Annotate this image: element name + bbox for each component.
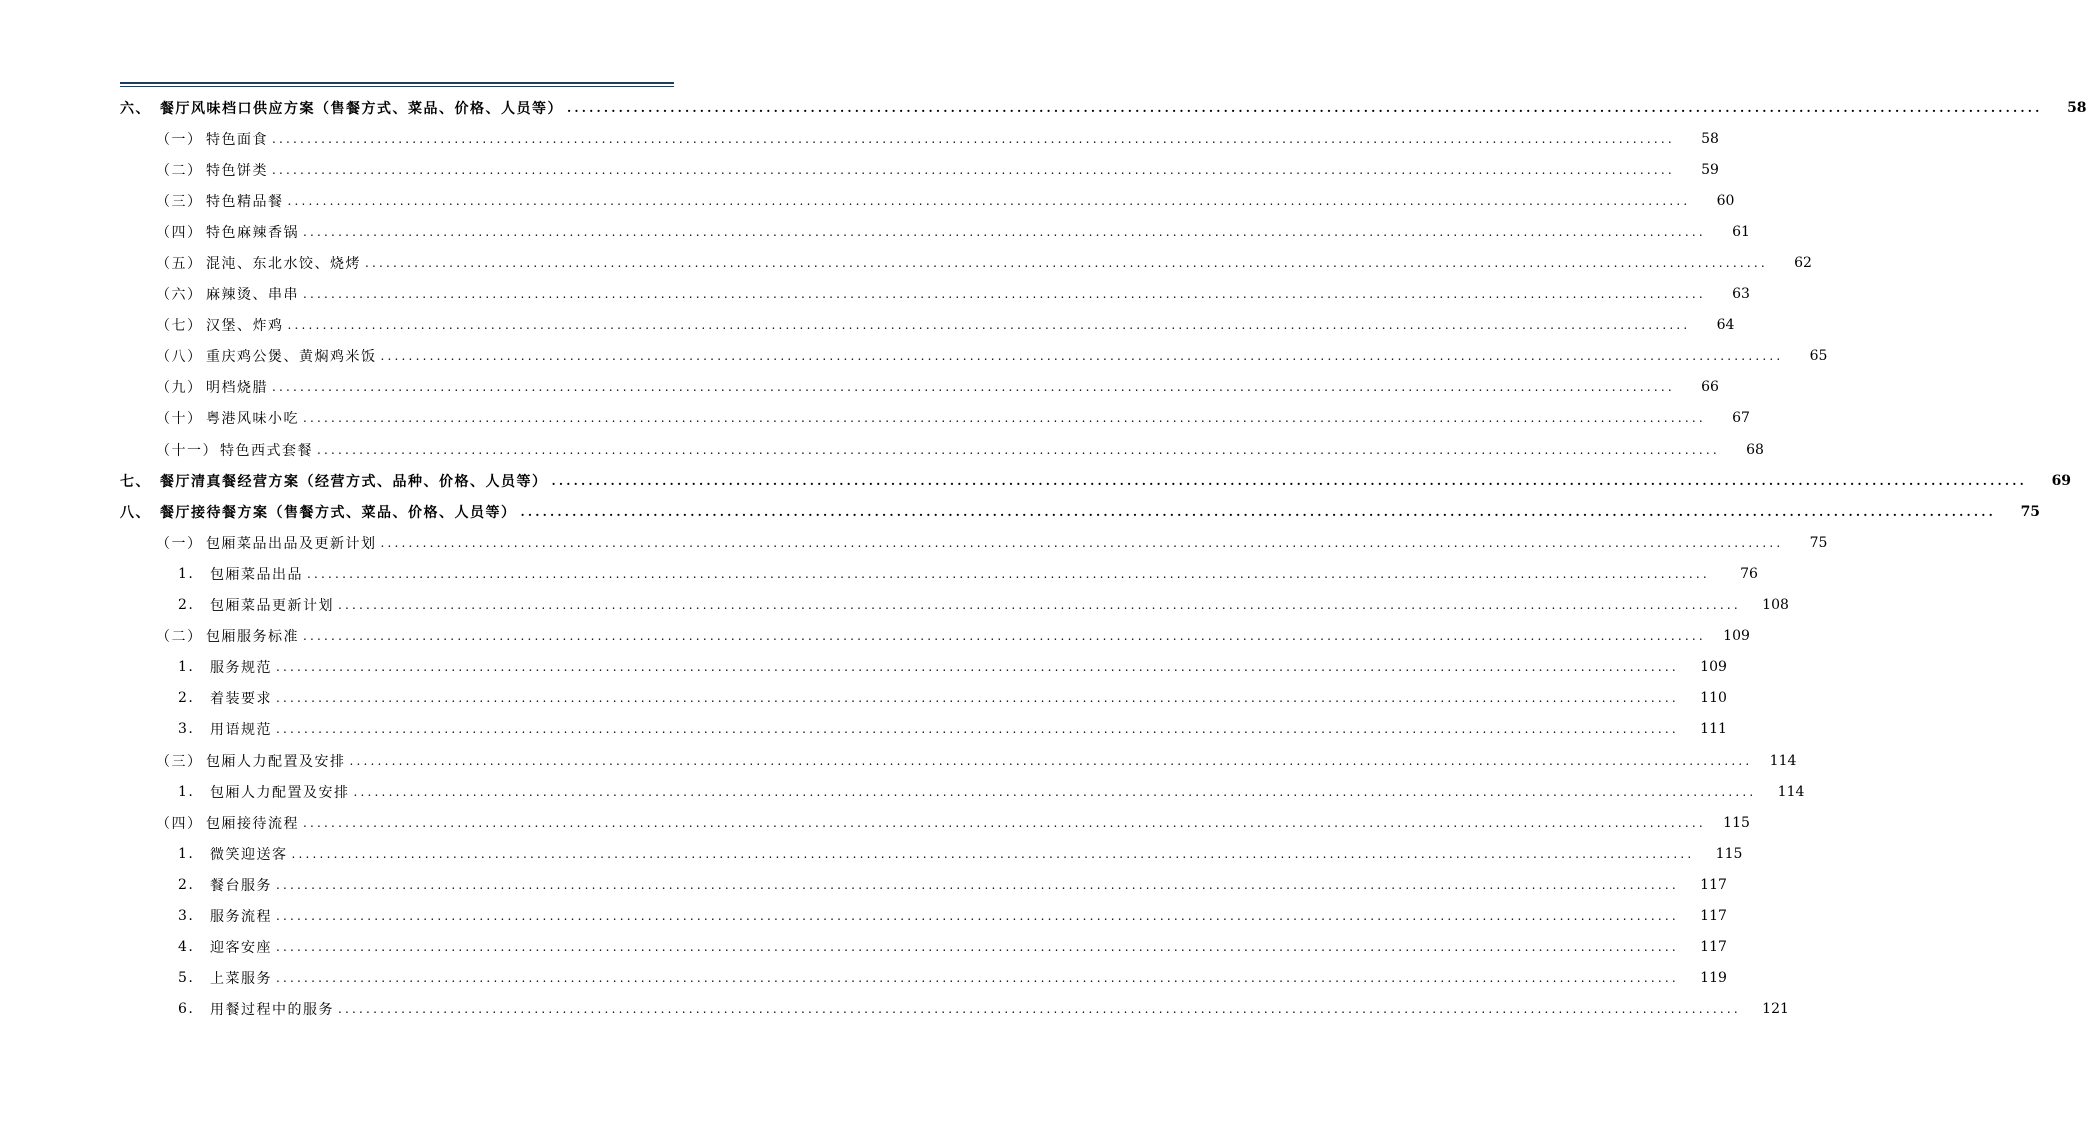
toc-entry-title: 上菜服务 <box>210 971 272 988</box>
toc-entry-page-number: 117 <box>1700 876 1727 893</box>
toc-entry-page-number: 58 <box>1701 130 1719 147</box>
toc-entry-number: 4. <box>178 939 195 956</box>
toc-entry[interactable] <box>0 683 1727 714</box>
toc-entry-number: （三） <box>156 193 203 210</box>
dot-leader: ........................................................................................................................................................................................................ <box>349 753 1753 768</box>
toc-entry-title: 包厢接待流程 <box>206 815 299 832</box>
toc-entry-number: 6. <box>178 1001 195 1018</box>
toc-entry-number: （一） <box>156 131 203 148</box>
toc-entry[interactable] <box>0 838 1743 869</box>
toc-entry-page-number: 117 <box>1700 907 1727 924</box>
dot-leader: ........................................................................................................................................................................................................ <box>291 846 1695 861</box>
toc-entry-title: 餐台服务 <box>210 877 272 894</box>
dot-leader: ........................................................................................................................................................................................................ <box>303 287 1706 302</box>
toc-entry-number: （二） <box>156 629 203 646</box>
toc-entry-number: 八、 <box>120 504 151 521</box>
toc-entry[interactable] <box>0 963 1727 994</box>
toc-entry-title: 餐厅风味档口供应方案（售餐方式、菜品、价格、人员等） <box>160 100 563 117</box>
toc-entry-title: 用餐过程中的服务 <box>210 1002 334 1019</box>
toc-entry-title: 特色饼类 <box>206 162 268 179</box>
toc-entry-title: 用语规范 <box>210 722 272 739</box>
toc-entry-number: （一） <box>156 535 203 552</box>
toc-entry-title: 麻辣烫、串串 <box>206 287 299 304</box>
toc-entry-page-number: 65 <box>1809 348 1828 365</box>
toc-entry-page-number: 109 <box>1723 628 1750 645</box>
dot-leader: ........................................................................................................................................................................................................ <box>520 504 1997 519</box>
toc-entry-title: 餐厅接待餐方案（售餐方式、菜品、价格、人员等） <box>160 504 517 521</box>
toc-entry[interactable] <box>0 279 1750 310</box>
dot-leader: ........................................................................................................................................................................................................ <box>380 349 1784 364</box>
dot-leader: ........................................................................................................................................................................................................ <box>276 691 1679 706</box>
toc-entry-number: （五） <box>156 256 203 273</box>
toc-entry[interactable] <box>0 403 1750 434</box>
dot-leader: ........................................................................................................................................................................................................ <box>276 971 1679 986</box>
toc-entry-title: 服务流程 <box>210 908 272 925</box>
toc-entry-page-number: 69 <box>2051 472 2072 489</box>
toc-entry-number: （十） <box>156 411 203 428</box>
toc-entry[interactable] <box>0 932 1727 963</box>
toc-entry-number: 3. <box>178 721 195 738</box>
toc-entry-number: （八） <box>156 349 203 366</box>
toc-entry-page-number: 114 <box>1777 783 1805 800</box>
toc-entry-page-number: 76 <box>1740 565 1758 582</box>
dot-leader: ........................................................................................................................................................................................................ <box>338 1002 1741 1017</box>
toc-entry-number: 2. <box>178 690 195 707</box>
dot-leader: ........................................................................................................................................................................................................ <box>287 318 1691 333</box>
toc-entry-page-number: 115 <box>1723 814 1750 831</box>
header-rule-thick <box>120 82 674 84</box>
toc-entry[interactable] <box>0 869 1727 900</box>
toc-entry-page-number: 59 <box>1701 161 1719 178</box>
toc-entry-title: 着装要求 <box>210 691 272 708</box>
toc-entry-page-number: 119 <box>1700 970 1727 987</box>
toc-entry-title: 明档烧腊 <box>206 380 268 397</box>
toc-entry-number: 七、 <box>120 473 151 490</box>
toc-entry[interactable] <box>0 558 1758 589</box>
dot-leader: ........................................................................................................................................................................................................ <box>287 193 1691 208</box>
toc-entry-title: 特色西式套餐 <box>220 442 313 459</box>
toc-entry-title: 包厢人力配置及安排 <box>206 753 346 770</box>
toc-entry-number: 5. <box>178 970 195 987</box>
toc-entry[interactable] <box>0 434 1764 465</box>
toc-entry-page-number: 68 <box>1746 441 1764 458</box>
toc-entry-number: （二） <box>156 162 203 179</box>
dot-leader: ........................................................................................................................................................................................................ <box>317 442 1720 457</box>
toc-entry-page-number: 60 <box>1716 192 1735 209</box>
toc-entry-number: 3. <box>178 907 195 924</box>
toc-entry[interactable] <box>0 900 1727 931</box>
toc-entry[interactable] <box>0 216 1750 247</box>
dot-leader: ........................................................................................................................................................................................................ <box>276 940 1679 955</box>
toc-entry-page-number: 121 <box>1762 1001 1789 1018</box>
dot-leader: ........................................................................................................................................................................................................ <box>276 660 1679 675</box>
dot-leader: ........................................................................................................................................................................................................ <box>272 380 1675 395</box>
toc-entry-page-number: 108 <box>1762 597 1789 614</box>
toc-entry-title: 混沌、东北水饺、烧烤 <box>206 256 361 273</box>
toc-entry-page-number: 66 <box>1701 379 1719 396</box>
toc-entry[interactable] <box>0 310 1735 341</box>
toc-entry[interactable] <box>0 714 1727 745</box>
dot-leader: ........................................................................................................................................................................................................ <box>272 131 1675 146</box>
toc-entry[interactable] <box>0 123 1719 154</box>
toc-entry-title: 特色面食 <box>206 131 268 148</box>
toc-entry-number: 1. <box>178 565 195 582</box>
toc-entry[interactable] <box>0 807 1750 838</box>
toc-entry[interactable] <box>0 372 1719 403</box>
toc-entry-page-number: 64 <box>1716 317 1735 334</box>
dot-leader: ........................................................................................................................................................................................................ <box>380 535 1784 550</box>
toc-entry-page-number: 67 <box>1732 410 1750 427</box>
toc-entry-title: 迎客安座 <box>210 940 272 957</box>
dot-leader: ........................................................................................................................................................................................................ <box>303 629 1706 644</box>
toc-entry-page-number: 58 <box>2067 99 2087 116</box>
dot-leader: ........................................................................................................................................................................................................ <box>307 566 1710 581</box>
toc-entry[interactable] <box>0 154 1719 185</box>
toc-entry-page-number: 110 <box>1700 690 1727 707</box>
toc-entry-title: 服务规范 <box>210 660 272 677</box>
toc-entry-page-number: 115 <box>1715 845 1743 862</box>
toc-entry[interactable] <box>0 745 1797 776</box>
dot-leader: ........................................................................................................................................................................................................ <box>365 256 1768 271</box>
toc-entry-page-number: 109 <box>1700 659 1727 676</box>
dot-leader: ........................................................................................................................................................................................................ <box>303 224 1706 239</box>
toc-entry-title: 汉堡、炸鸡 <box>206 318 284 335</box>
toc-entry-number: 1. <box>178 783 195 800</box>
dot-leader: ........................................................................................................................................................................................................ <box>272 162 1675 177</box>
dot-leader: ........................................................................................................................................................................................................ <box>276 877 1679 892</box>
toc-entry[interactable] <box>0 341 1828 372</box>
toc-entry[interactable] <box>0 776 1805 807</box>
dot-leader: ........................................................................................................................................................................................................ <box>338 598 1741 613</box>
toc-entry-number: （六） <box>156 287 203 304</box>
toc-entry[interactable] <box>0 621 1750 652</box>
toc-entry-title: 特色麻辣香锅 <box>206 224 299 241</box>
toc-entry-page-number: 114 <box>1769 752 1797 769</box>
toc-entry-title: 包厢服务标准 <box>206 629 299 646</box>
dot-leader: ........................................................................................................................................................................................................ <box>303 815 1706 830</box>
toc-entry[interactable] <box>0 652 1727 683</box>
toc-entry-number: 六、 <box>120 100 151 117</box>
toc-entry-number: （四） <box>156 224 203 241</box>
dot-leader: ........................................................................................................................................................................................................ <box>276 908 1679 923</box>
toc-entry[interactable] <box>0 185 1735 216</box>
toc-entry-title: 包厢菜品出品 <box>210 566 303 583</box>
dot-leader: ........................................................................................................................................................................................................ <box>551 473 2028 488</box>
toc-entry-title: 重庆鸡公煲、黄焖鸡米饭 <box>206 349 377 366</box>
toc-entry[interactable] <box>0 465 2072 496</box>
toc-entry-number: （九） <box>156 380 203 397</box>
toc-entry[interactable] <box>0 496 2041 527</box>
toc-entry-title: 包厢菜品出品及更新计划 <box>206 535 377 552</box>
dot-leader: ........................................................................................................................................................................................................ <box>276 722 1679 737</box>
toc-entry-title: 粤港风味小吃 <box>206 411 299 428</box>
dot-leader: ........................................................................................................................................................................................................ <box>353 784 1757 799</box>
toc-entry-title: 餐厅清真餐经营方案（经营方式、品种、价格、人员等） <box>160 473 548 490</box>
toc-entry[interactable] <box>0 590 1789 621</box>
toc-entry-number: 1. <box>178 845 195 862</box>
toc-entry[interactable] <box>0 994 1789 1025</box>
dot-leader: ........................................................................................................................................................................................................ <box>303 411 1706 426</box>
toc-entry[interactable] <box>0 247 1812 278</box>
table-of-contents <box>0 92 2087 1025</box>
toc-entry-number: 2. <box>178 876 195 893</box>
toc-entry[interactable] <box>0 92 2087 123</box>
toc-entry-title: 包厢人力配置及安排 <box>210 784 350 801</box>
toc-entry-number: 1. <box>178 659 195 676</box>
toc-entry-number: （七） <box>156 318 203 335</box>
header-rule-thin <box>120 86 674 87</box>
toc-entry-page-number: 75 <box>2020 503 2041 520</box>
toc-entry-page-number: 111 <box>1700 721 1727 738</box>
toc-entry-title: 特色精品餐 <box>206 193 284 210</box>
toc-entry-page-number: 63 <box>1732 286 1750 303</box>
toc-entry-number: 2. <box>178 597 195 614</box>
toc-entry-page-number: 62 <box>1794 255 1812 272</box>
dot-leader: ........................................................................................................................................................................................................ <box>567 100 2043 115</box>
toc-entry-title: 微笑迎送客 <box>210 846 288 863</box>
toc-entry[interactable] <box>0 527 1828 558</box>
toc-entry-page-number: 61 <box>1732 223 1750 240</box>
toc-entry-page-number: 75 <box>1809 534 1828 551</box>
toc-entry-number: （三） <box>156 753 203 770</box>
toc-entry-number: （四） <box>156 815 203 832</box>
toc-entry-page-number: 117 <box>1700 939 1727 956</box>
toc-entry-number: （十一） <box>156 442 218 459</box>
toc-entry-title: 包厢菜品更新计划 <box>210 598 334 615</box>
